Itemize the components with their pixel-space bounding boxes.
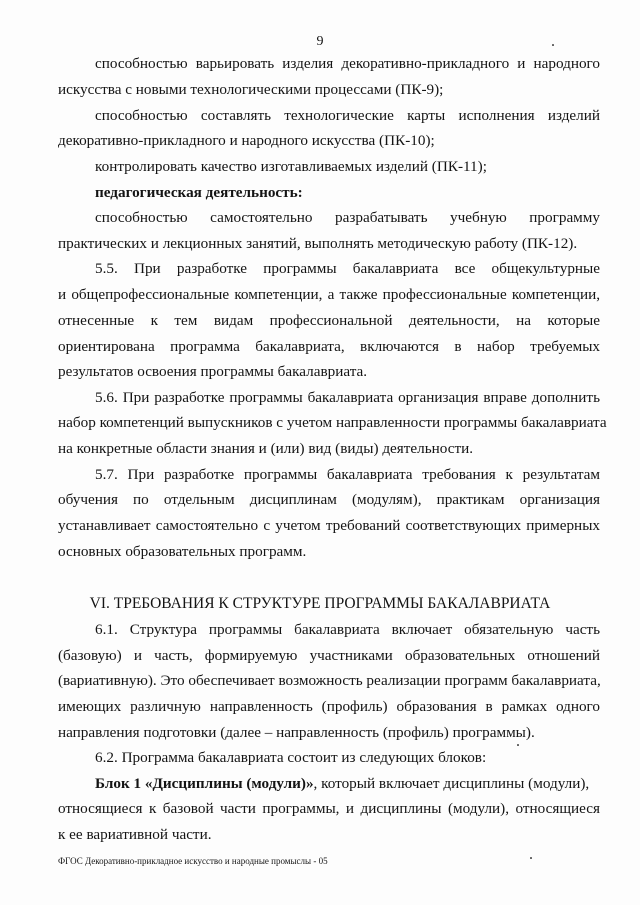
text-line: результатов освоения программы бакалавриата. — [58, 363, 368, 380]
text-line: имеющих различную направленность (профиль) образования в рамках одного — [58, 698, 600, 715]
text-line: способностью самостоятельно разрабатывать учебную программу — [95, 209, 600, 226]
text-line: 5.7. При разработке программы бакалавриата требования к результатам — [95, 466, 600, 483]
text-line: устанавливает самостоятельно с учетом требований соответствующих примерных — [58, 517, 600, 534]
scan-speck — [552, 44, 554, 46]
text-line: практических и лекционных занятий, выполнять методическую работу (ПК-12). — [58, 235, 578, 252]
text-fragment: , который включает дисциплины (модули), — [313, 775, 590, 792]
page-number: 9 — [316, 34, 324, 49]
text-line: на конкретные области знания и (или) вид (виды) деятельности. — [58, 440, 474, 457]
text-line: способностью составлять технологические карты исполнения изделий — [95, 107, 600, 124]
text-line: 6.1. Структура программы бакалавриата включает обязательную часть — [95, 621, 600, 638]
text-line: к ее вариативной части. — [58, 826, 212, 843]
text-line: 5.6. При разработке программы бакалавриата организация вправе дополнить — [95, 389, 600, 406]
text-line: 5.5. При разработке программы бакалавриата все общекультурные — [95, 260, 600, 277]
text-line: ориентирована программа бакалавриата, включаются в набор требуемых — [58, 338, 600, 355]
text-line: обучения по отдельным дисциплинам (модулям), практикам организация — [58, 491, 600, 508]
section-subheading: педагогическая деятельность: — [95, 184, 303, 201]
block-title: Блок 1 «Дисциплины (модули)» — [95, 775, 314, 792]
text-line: отнесенные к тем видам профессиональной деятельности, на которые — [58, 312, 600, 329]
text-line: 6.2. Программа бакалавриата состоит из следующих блоков: — [95, 749, 487, 766]
text-line: способностью варьировать изделия декоративно-прикладного и народного — [95, 55, 600, 72]
text-line — [95, 775, 600, 793]
page-footer: ФГОС Декоративно-прикладное искусство и народные промыслы - 05 — [58, 856, 328, 866]
scan-speck — [530, 857, 532, 859]
text-line: относящиеся к базовой части программы, и дисциплины (модули), относящиеся — [58, 800, 600, 817]
text-line: направления подготовки (далее – направленность (профиль) программы). — [58, 724, 535, 741]
text-line: декоративно-прикладного и народного искусства (ПК-10); — [58, 132, 435, 149]
text-line: контролировать качество изготавливаемых изделий (ПК-11); — [95, 158, 487, 175]
text-line: и общепрофессиональные компетенции, а также профессиональные компетенции, — [58, 286, 600, 303]
scan-speck — [517, 744, 519, 746]
section-heading: VI. ТРЕБОВАНИЯ К СТРУКТУРЕ ПРОГРАММЫ БАКАЛАВРИАТА — [89, 595, 551, 612]
text-line: искусства с новыми технологическими процессами (ПК-9); — [58, 81, 444, 98]
text-line: (базовую) и часть, формируемую участниками образовательных отношений — [58, 647, 600, 664]
text-line: основных образовательных программ. — [58, 543, 307, 560]
text-line: набор компетенций выпускников с учетом направленности программы бакалавриата — [58, 414, 607, 431]
text-line: (вариативную). Это обеспечивает возможность реализации программ бакалавриата, — [58, 672, 601, 689]
